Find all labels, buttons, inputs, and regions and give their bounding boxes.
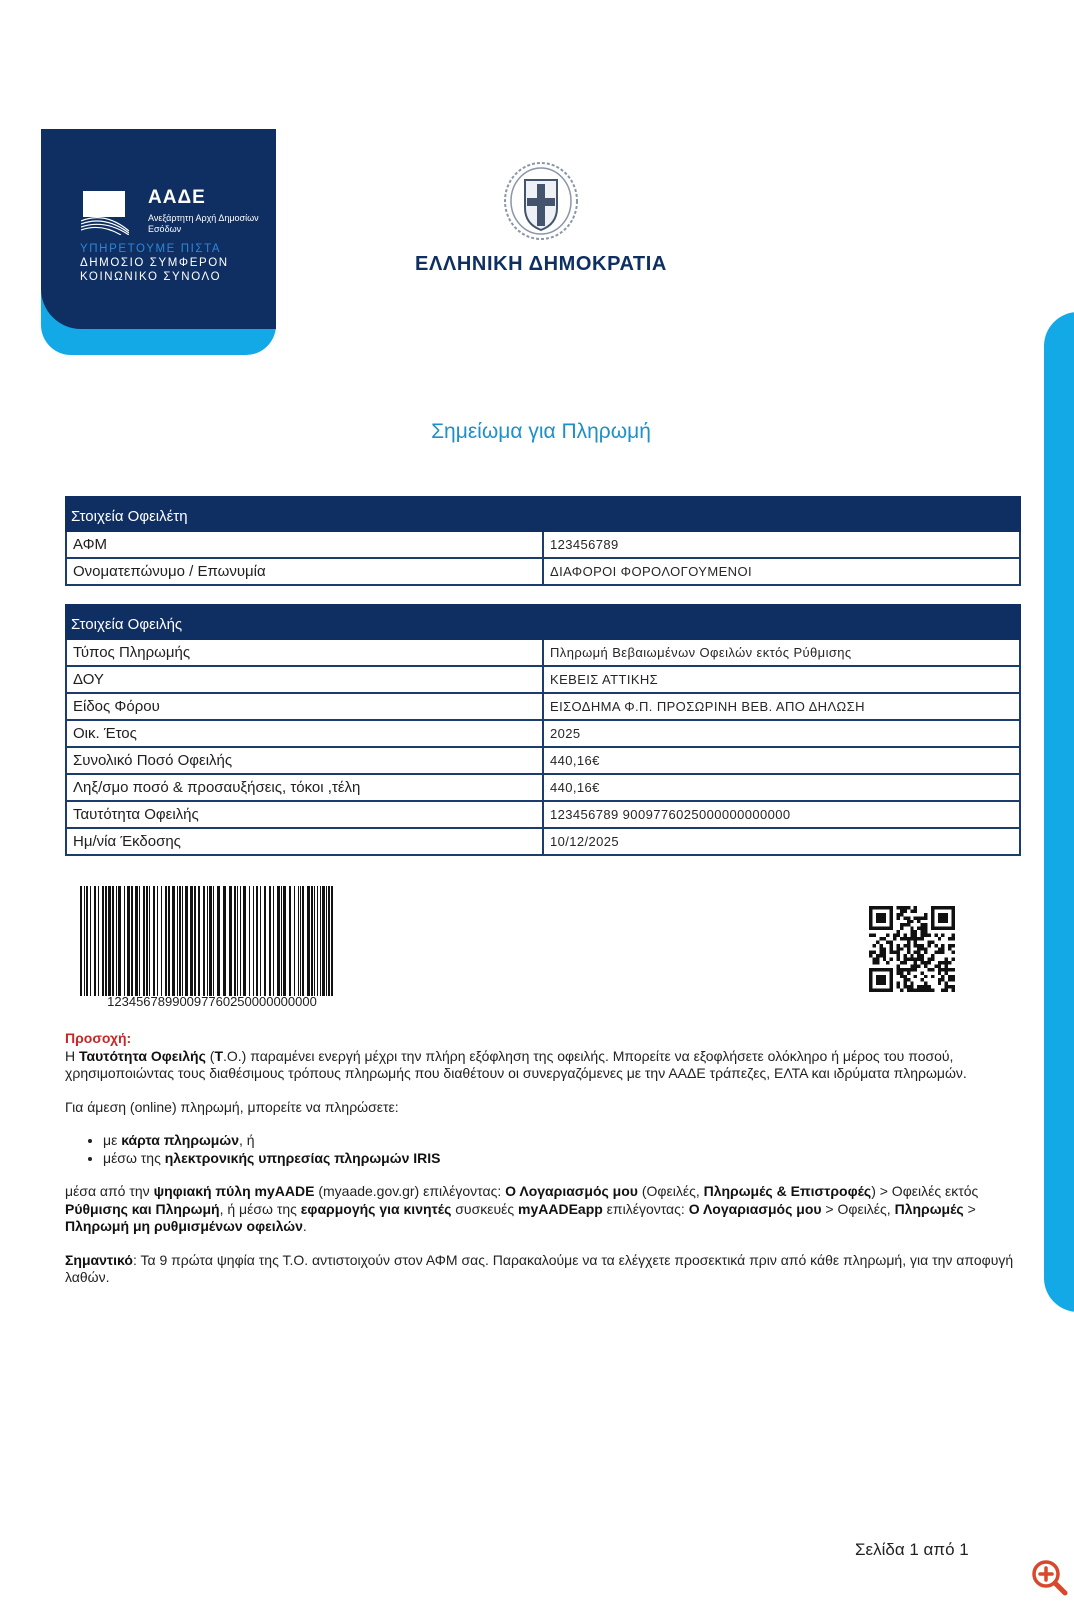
text-span-bold: Πληρωμή μη ρυθμισμένων οφειλών — [65, 1218, 303, 1234]
table-row — [66, 828, 1020, 855]
table-header-row — [66, 497, 1020, 531]
field-label: ΑΦΜ — [66, 531, 543, 558]
field-label: Ονοματεπώνυμο / Επωνυμία — [66, 558, 543, 585]
document-title: Σημείωμα για Πληρωμή — [431, 420, 651, 443]
field-label: Ταυτότητα Οφειλής — [66, 801, 543, 828]
text-span-bold: Πληρωμές — [894, 1200, 964, 1217]
note-paragraph-4 — [65, 1252, 1021, 1287]
zoom-in-icon[interactable] — [1029, 1557, 1069, 1597]
aade-logo — [41, 129, 276, 355]
payment-method-list — [65, 1132, 1021, 1167]
greek-emblem-icon — [500, 160, 582, 242]
text-span-bold: Ο Λογαριασμός μου — [505, 1183, 638, 1199]
republic-title: ΕΛΛΗΝΙΚΗ ΔΗΜΟΚΡΑΤΙΑ — [415, 253, 667, 275]
note-paragraph-3 — [65, 1183, 1021, 1236]
text-span: (myaade.gov.gr) επιλέγοντας: — [314, 1183, 506, 1199]
text-span: με — [103, 1132, 122, 1148]
text-span-bold: Πληρωμές & Επιστροφές — [703, 1183, 872, 1199]
debtor-table — [65, 496, 1021, 586]
field-label: Συνολικό Ποσό Οφειλής — [66, 747, 543, 774]
text-span: μέσα από την — [65, 1183, 154, 1199]
field-label: Είδος Φόρου — [66, 693, 543, 720]
text-span: (Οφειλές, — [637, 1183, 704, 1199]
text-span-bold: myAADEapp — [518, 1200, 603, 1217]
text-span: , ή μέσω της — [219, 1200, 301, 1217]
spacer — [65, 1167, 1021, 1183]
text-span-bold: Σημαντικό — [65, 1251, 133, 1268]
text-span-bold: κάρτα πληρωμών — [121, 1132, 239, 1148]
text-span: .Ο.) παραμένει ενεργή μέχρι την πλήρη εξόφληση της οφειλής. Μπορείτε να εξοφλήσετε ολόκληρο ή μέρος του ποσού, χρησιμοποιώντας τους διαθέσιμους τρόπους πληρωμής που διαθέτουν οι συνεργαζόμενες με την ΑΑΔΕ τράπεζες, ΕΛΤΑ και ιδρύματα πληρωμών. — [65, 1047, 967, 1081]
field-value: 440,16€ — [543, 747, 1020, 774]
note-paragraph-2: Για άμεση (online) πληρωμή, μπορείτε να πληρώσετε: — [65, 1098, 399, 1115]
aade-motto-line2: ΔΗΜΟΣΙΟ ΣΥΜΦΕΡΟΝ — [80, 257, 229, 269]
field-value: 123456789 — [543, 531, 1020, 558]
spacer — [65, 1083, 1021, 1099]
aade-subtitle: Ανεξάρτητη Αρχή Δημοσίων Εσόδων — [148, 213, 259, 234]
debt-table — [65, 604, 1021, 856]
text-span: μέσω της — [103, 1149, 165, 1166]
table-row — [66, 639, 1020, 666]
text-span-bold: ηλεκτρονικής υπηρεσίας πληρωμών IRIS — [164, 1149, 441, 1166]
text-span-bold: Τ — [214, 1047, 224, 1064]
list-item — [103, 1150, 1021, 1168]
payment-notes — [65, 1030, 1021, 1287]
text-span: ) > Οφειλές εκτός — [871, 1183, 979, 1199]
barcode-number: 12345678990097760250000000000 — [107, 994, 317, 1009]
aade-motto-line3: ΚΟΙΝΩΝΙΚΟ ΣΥΝΟΛΟ — [80, 271, 222, 283]
table-row — [66, 531, 1020, 558]
text-span: > — [963, 1200, 976, 1217]
decorative-side-stripe — [1044, 312, 1074, 1312]
field-value: Πληρωμή Βεβαιωμένων Οφειλών εκτός Ρύθμισης — [543, 639, 1020, 666]
text-span: , ή — [238, 1132, 255, 1148]
debtor-heading: Στοιχεία Οφειλέτη — [66, 497, 1020, 531]
aade-brand: ΑΑΔΕ — [148, 187, 206, 208]
list-item — [103, 1132, 1021, 1150]
table-row — [66, 558, 1020, 585]
spacer — [65, 1116, 1021, 1132]
field-value: 440,16€ — [543, 774, 1020, 801]
note-paragraph-1 — [65, 1048, 1021, 1083]
barcode-image — [80, 886, 334, 996]
field-value: 123456789 9009776025000000000000 — [543, 801, 1020, 828]
qr-code-image — [869, 906, 955, 992]
field-label: Ληξ/σμο ποσό & προσαυξήσεις, τόκοι ,τέλη — [66, 774, 543, 801]
spacer — [65, 1236, 1021, 1252]
text-span: ( — [205, 1047, 215, 1064]
table-row — [66, 666, 1020, 693]
aade-motto-line1: ΥΠΗΡΕΤΟΥΜΕ ΠΙΣΤΑ — [80, 243, 222, 255]
field-label: Ημ/νία Έκδοσης — [66, 828, 543, 855]
field-label: ΔΟΥ — [66, 666, 543, 693]
table-row — [66, 801, 1020, 828]
field-value: ΚΕΒΕΙΣ ΑΤΤΙΚΗΣ — [543, 666, 1020, 693]
text-span-bold: Ρύθμισης και Πληρωμή — [65, 1200, 220, 1217]
page-number: Σελίδα 1 από 1 — [855, 1540, 969, 1559]
text-span-bold: ψηφιακή πύλη myAADE — [153, 1183, 315, 1199]
text-span-bold: Ο Λογαριασμός μου — [688, 1200, 822, 1217]
text-span: Η — [65, 1047, 79, 1064]
field-value: ΕΙΣΟΔΗΜΑ Φ.Π. ΠΡΟΣΩΡΙΝΗ ΒΕΒ. ΑΠΟ ΔΗΛΩΣΗ — [543, 693, 1020, 720]
table-header-row — [66, 605, 1020, 639]
field-value: 2025 — [543, 720, 1020, 747]
debt-heading: Στοιχεία Οφειλής — [66, 605, 1020, 639]
table-row — [66, 693, 1020, 720]
field-label: Οικ. Έτος — [66, 720, 543, 747]
table-row — [66, 747, 1020, 774]
text-span: > Οφειλές, — [821, 1200, 895, 1217]
field-value: ΔΙΑΦΟΡΟΙ ΦΟΡΟΛΟΓΟΥΜΕΝΟΙ — [543, 558, 1020, 585]
warning-label: Προσοχή: — [65, 1030, 132, 1046]
text-span-bold: Ταυτότητα Οφειλής — [79, 1047, 206, 1064]
field-value: 10/12/2025 — [543, 828, 1020, 855]
table-row — [66, 774, 1020, 801]
text-span: . — [302, 1218, 307, 1234]
text-span: συσκευές — [451, 1200, 518, 1217]
field-label: Τύπος Πληρωμής — [66, 639, 543, 666]
text-span: επιλέγοντας: — [602, 1200, 689, 1217]
table-row — [66, 720, 1020, 747]
text-span: : Τα 9 πρώτα ψηφία της Τ.Ο. αντιστοιχούν στον ΑΦΜ σας. Παρακαλούμε να τα ελέγχετε προσεκτικά πριν από κάθε πληρωμή, για την αποφυγή λαθών. — [65, 1251, 1014, 1285]
text-span-bold: εφαρμογής για κινητές — [300, 1200, 452, 1217]
aade-mark-icon — [81, 191, 129, 235]
